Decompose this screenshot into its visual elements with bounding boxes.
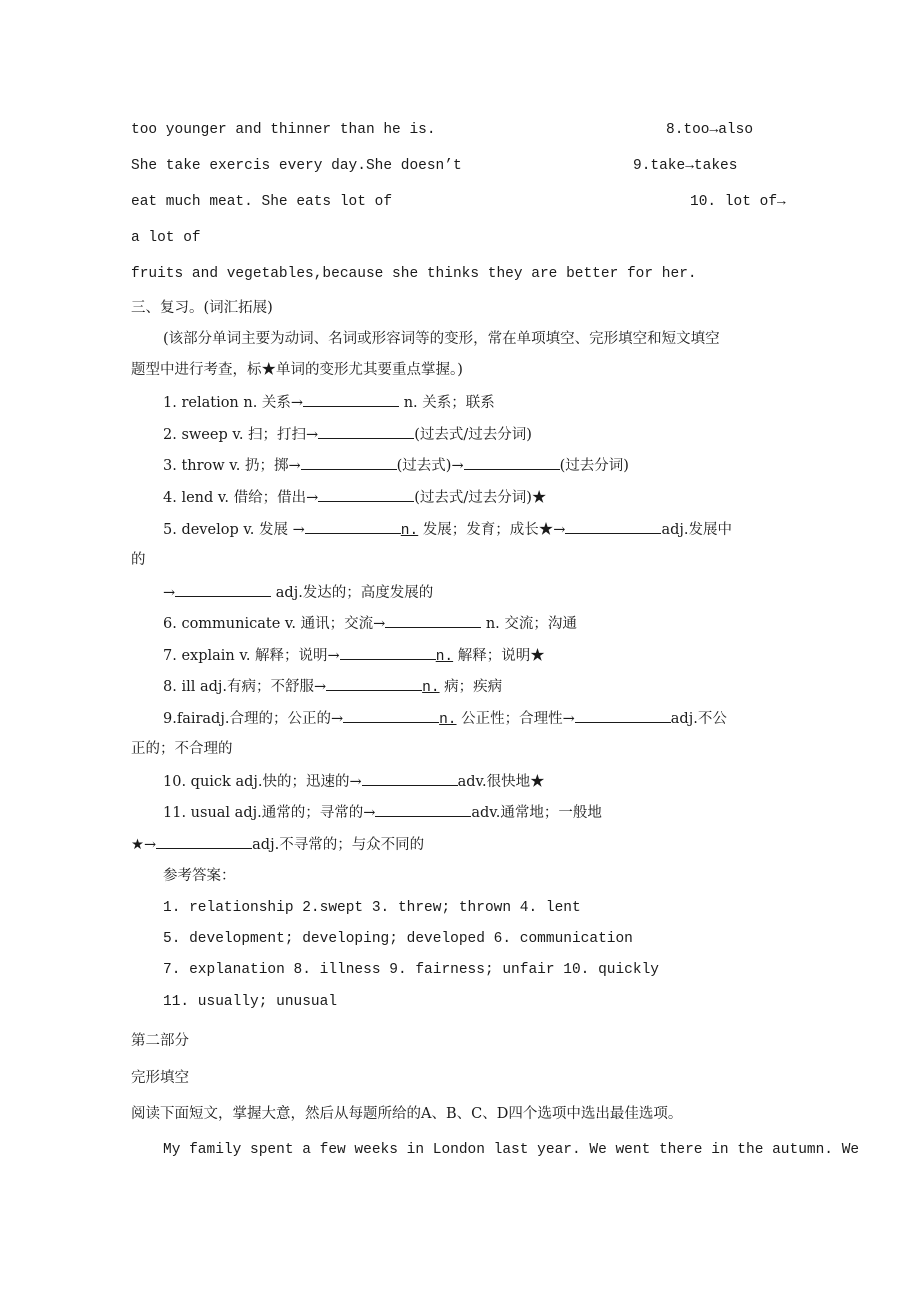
answer-blank[interactable] xyxy=(340,645,436,660)
answer-blank[interactable] xyxy=(318,424,414,439)
correction-10: 10. lot of→ xyxy=(690,194,786,210)
answer-blank[interactable] xyxy=(301,455,397,470)
answer-blank[interactable] xyxy=(362,771,458,786)
answer-blank[interactable] xyxy=(326,676,422,691)
part2-instruction: 阅读下面短文，掌握大意，然后从每题所给的A、B、C、D四个选项中选出最佳选项。 xyxy=(131,1106,683,1122)
vocab-item-5-line2: → adj.发达的；高度发展的 xyxy=(163,582,433,604)
vocab-item-11-cont: ★→ adj.不寻常的；与众不同的 xyxy=(131,834,424,856)
vocab-item-7: 7. explain v. 解释；说明→ n. 解释；说明★ xyxy=(163,645,545,667)
correction-9: 9.take→takes xyxy=(633,158,738,174)
review-intro-2: 题型中进行考查，标★单词的变形尤其要重点掌握。) xyxy=(131,362,463,378)
vocab-item-3: 3. throw v. 扔；掷→ (过去式)→ (过去分词) xyxy=(163,455,629,477)
answers-line-1: 1. relationship 2.swept 3. threw; thrown 4. lent xyxy=(163,900,581,916)
vocab-item-9-cont: 正的；不合理的 xyxy=(131,741,233,757)
vocab-item-9: 9.fairadj.合理的；公正的→ n. 公正性；合理性→ adj.不公 xyxy=(163,708,727,730)
review-intro-1: (该部分单词主要为动词、名词或形容词等的变形，常在单项填空、完形填空和短文填空 xyxy=(163,331,720,347)
answer-blank[interactable] xyxy=(464,455,560,470)
answer-blank[interactable] xyxy=(375,802,471,817)
correction-10-cont: a lot of xyxy=(131,230,201,246)
answer-blank[interactable] xyxy=(575,708,671,723)
answers-line-4: 11. usually; unusual xyxy=(163,994,338,1010)
answer-blank[interactable] xyxy=(156,834,252,849)
vocab-item-5: 5. develop v. 发展 → n. 发展；发育；成长★→ adj.发展中 xyxy=(163,519,732,541)
vocab-item-8: 8. ill adj.有病；不舒服→ n. 病；疾病 xyxy=(163,676,502,698)
answer-blank[interactable] xyxy=(318,487,414,502)
answer-blank[interactable] xyxy=(565,519,661,534)
answer-blank[interactable] xyxy=(303,392,399,407)
answer-blank[interactable] xyxy=(385,613,481,628)
vocab-item-4: 4. lend v. 借给；借出→ (过去式/过去分词)★ xyxy=(163,487,546,509)
correction-8: 8.too→also xyxy=(666,122,754,138)
passage-line-2: She take exercis every day.She doesn’t xyxy=(131,158,462,174)
vocab-item-5-cont: 的 xyxy=(131,552,146,568)
review-heading: 三、复习。(词汇拓展) xyxy=(131,300,273,316)
vocab-item-6: 6. communicate v. 通讯；交流→ n. 交流；沟通 xyxy=(163,613,577,635)
answers-line-3: 7. explanation 8. illness 9. fairness; unfair 10. quickly xyxy=(163,962,659,978)
vocab-item-1: 1. relation n. 关系→ n. 关系；联系 xyxy=(163,392,495,414)
vocab-item-10: 10. quick adj.快的；迅速的→ adv.很快地★ xyxy=(163,771,545,793)
vocab-item-11: 11. usual adj.通常的；寻常的→ adv.通常地；一般地 xyxy=(163,802,602,824)
part2-title: 第二部分 xyxy=(131,1033,189,1049)
vocab-item-2: 2. sweep v. 扫；打扫→ (过去式/过去分词) xyxy=(163,424,532,446)
passage-line-1: too younger and thinner than he is. xyxy=(131,122,436,138)
answer-blank[interactable] xyxy=(175,582,271,597)
passage-start: My family spent a few weeks in London last year. We went there in the autumn. We xyxy=(163,1142,860,1158)
answer-blank[interactable] xyxy=(305,519,401,534)
part2-subtitle: 完形填空 xyxy=(131,1070,189,1086)
answer-blank[interactable] xyxy=(343,708,439,723)
passage-line-3: eat much meat. She eats lot of xyxy=(131,194,393,210)
answers-line-2: 5. development; developing; developed 6. communication xyxy=(163,931,633,947)
answers-title: 参考答案： xyxy=(163,868,236,884)
passage-line-5: fruits and vegetables,because she thinks they are better for her. xyxy=(131,266,697,282)
